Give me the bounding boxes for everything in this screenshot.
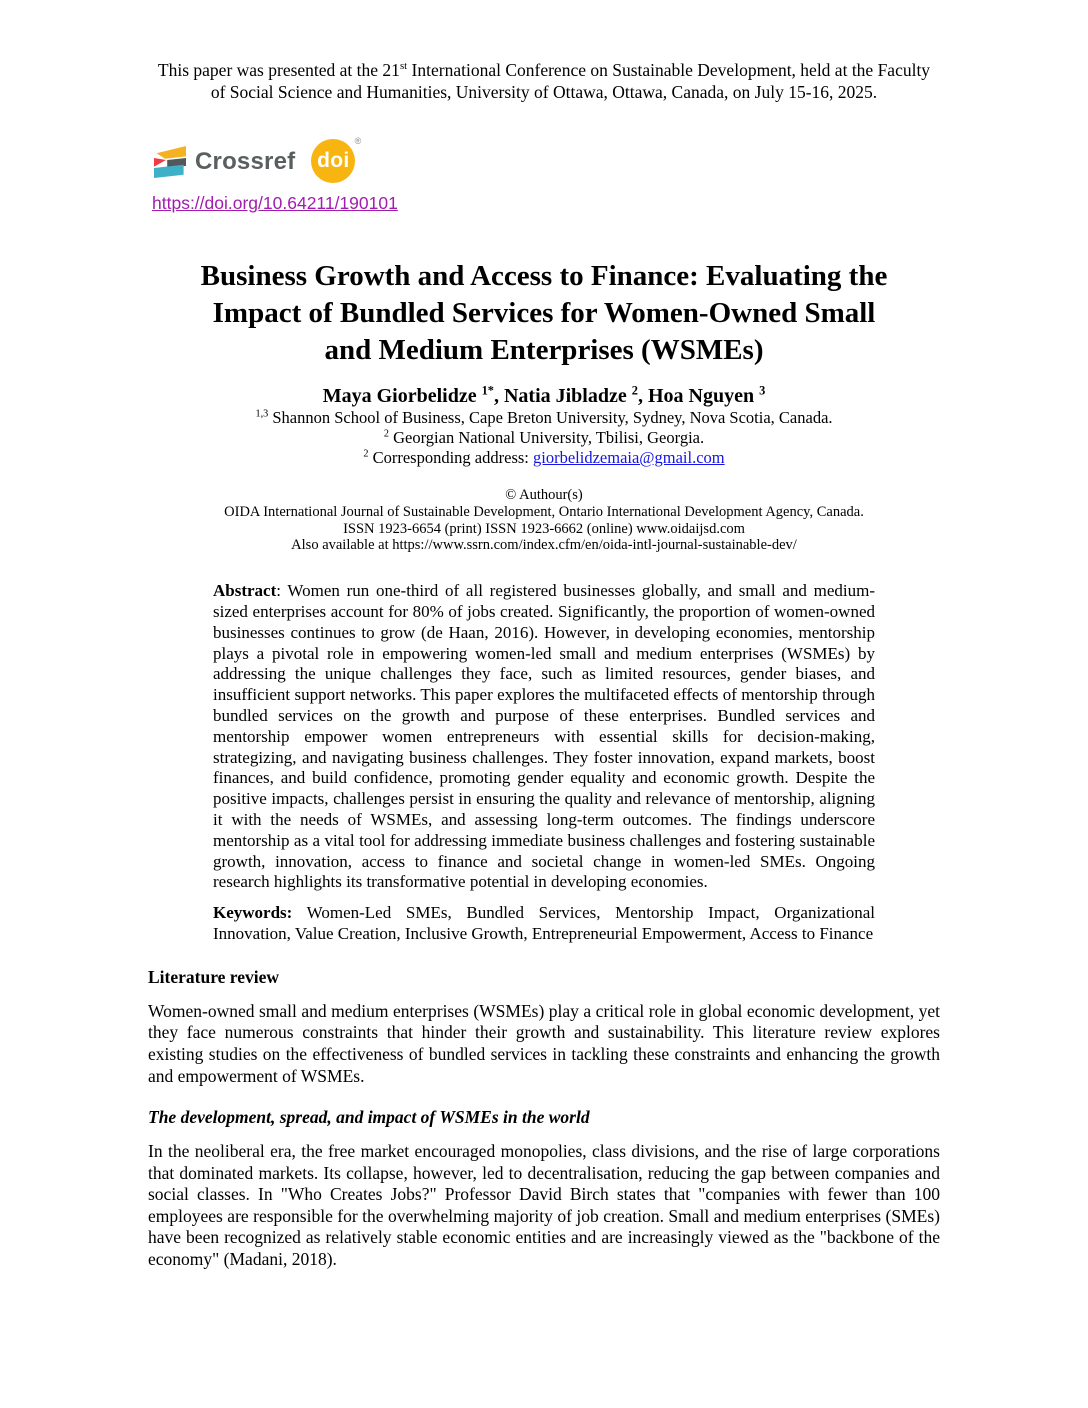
ordinal-superscript: st — [399, 60, 408, 73]
crossref-logo-icon — [154, 145, 186, 179]
subsection-paragraph: In the neoliberal era, the free market encouraged monopolies, class divisions, and the rise of large corporations that dominated markets. Its collapse, however, led to decentralisation, reducing the gap between companies and social classes. In "Who Creates Jobs?" Professor David Birch states that "companies with fewer than 100 employees are responsible for the overwhelming majority of job creation. Small and medium enterprises (SMEs) have been recognized as relatively stable economic entities and are increasingly viewed as the "backbone of the economy" (Madani, 2018). — [148, 1141, 940, 1270]
authors-line — [0, 385, 1088, 408]
copyright-line: © Authour(s) — [505, 487, 583, 503]
body-column — [148, 967, 940, 1271]
conference-note-text: This paper was presented at the 21 — [157, 60, 400, 80]
issn-line: ISSN 1923-6654 (print) ISSN 1923-6662 (online) www.oidaijsd.com — [343, 520, 745, 537]
imprint-block — [0, 487, 1088, 554]
affiliation-superscript: 1,3 — [255, 408, 269, 420]
author-superscript: 2 — [631, 383, 638, 398]
journal-line: OIDA International Journal of Sustainable Development, Ontario International Development Agency, Canada. — [224, 503, 864, 520]
affiliation-text: Shannon School of Business, Cape Breton University, Sydney, Nova Scotia, Canada. — [268, 408, 833, 427]
doi-link-row — [152, 193, 1088, 214]
author-superscript: 1* — [481, 383, 494, 398]
email-link[interactable]: giorbelidzemaia@gmail.com — [533, 448, 725, 467]
doi-badge-label: doi — [317, 149, 350, 172]
abstract-text: : Women run one-third of all registered businesses globally, and small and medium-sized enterprises account for 80% of jobs created. Significantly, the proportion of women-owned businesses continues to grow (de Haan, 2016). However, in developing economies, mentorship plays a pivotal role in empowering women-led small and medium enterprises (WSMEs) by addressing the unique challenges they face, such as limited resources, gender biases, and insufficient support networks. This paper explores the multifaceted effects of mentorship through bundled services on the growth and purpose of these enterprises. Bundled services and mentorship empower women entrepreneurs with essential skills for decision-making, strategizing, and navigating business challenges. They foster innovation, expand markets, boost finances, and build confidence, promoting gender equality and economic growth. Despite the positive impacts, challenges persist in ensuring the quality and relevance of mentorship, aligning it with the needs of WSMEs, and assessing long-term outcomes. The findings underscore mentorship as a vital tool for addressing immediate business challenges and fostering sustainable growth, innovation, access to finance and societal change in women-led SMEs. Ongoing research highlights its transformative potential in developing economies. — [213, 581, 875, 892]
abstract — [213, 581, 875, 893]
affiliation-line — [0, 428, 1088, 448]
title-line-2: Impact of Bundled Services for Women-Owned Small — [212, 297, 876, 329]
affiliation-text: Georgian National University, Tbilisi, Georgia. — [388, 428, 705, 447]
availability-line: Also available at https://www.ssrn.com/index.cfm/en/oida-intl-journal-sustainable-dev/ — [291, 537, 797, 554]
logo-row — [154, 136, 1088, 185]
keywords — [213, 903, 875, 945]
literature-review-paragraph: Women-owned small and medium enterprises (WSMEs) play a critical role in global economic development, yet they face numerous constraints that hinder their growth and sustainability. This literature review explores existing studies on the effectiveness of bundled services in tackling these constraints and enhancing the growth and empowerment of WSMEs. — [148, 1000, 940, 1086]
author-name: Maya Giorbelidze — [322, 385, 482, 407]
author-separator: , — [493, 385, 504, 407]
abstract-label: Abstract — [213, 581, 277, 601]
title-line-3: and Medium Enterprises (WSMEs) — [324, 334, 764, 366]
subsection-heading-development-spread-impact: The development, spread, and impact of WSMEs in the world — [148, 1107, 590, 1128]
affiliation-line — [0, 408, 1088, 428]
page-title — [0, 258, 1088, 369]
doi-link[interactable]: https://doi.org/10.64211/190101 — [152, 193, 398, 213]
affiliation-superscript: 2 — [383, 428, 389, 440]
keywords-label: Keywords: — [213, 903, 293, 923]
title-line-1: Business Growth and Access to Finance: Evaluating the — [200, 260, 888, 292]
author-name: Hoa Nguyen — [647, 385, 760, 407]
registered-trademark-icon: ® — [354, 136, 362, 146]
doi-badge — [311, 136, 362, 185]
author-name: Natia Jibladze — [503, 385, 632, 407]
section-heading-literature-review: Literature review — [148, 966, 280, 987]
crossref-wordmark: Crossref — [195, 148, 296, 175]
keywords-text: Women-Led SMEs, Bundled Services, Mentorship Impact, Organizational Innovation, Value Creation, Inclusive Growth, Entrepreneurial Empowerment, Access to Finance — [213, 903, 875, 943]
corresponding-address-label: Corresponding address: — [368, 448, 534, 467]
affiliation-superscript: 2 — [363, 448, 369, 460]
author-separator: , — [637, 385, 648, 407]
author-superscript: 3 — [759, 383, 766, 398]
conference-note — [154, 0, 934, 103]
conference-note-text-continued: International Conference on Sustainable Development, held at the Faculty of Social Science and Humanities, University of Ottawa, Ottawa, Canada, on July 15-16, 2025. — [210, 60, 931, 102]
corresponding-address-line — [0, 448, 1088, 468]
doi-badge-icon — [311, 139, 355, 183]
